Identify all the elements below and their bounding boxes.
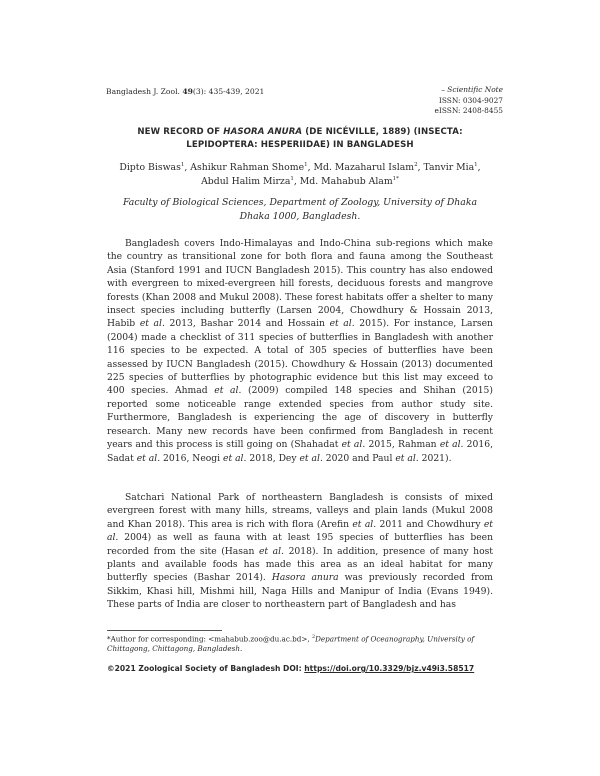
italic-run: et al.: [439, 439, 464, 451]
eissn: eISSN: 2408-8455: [434, 106, 503, 115]
text-run: 2004) as well as fauna with at least 195 species of butterflies has been recorded from the site (Hasan: [107, 532, 493, 557]
italic-run: et al.: [107, 518, 493, 544]
footnote-divider: [107, 630, 222, 631]
affiliation: Faculty of Biological Sciences, Department of Zoology, University of Dhaka Dhaka 1000, Bangladesh.: [122, 197, 478, 222]
journal-volume: 49: [182, 87, 193, 96]
author-list: Dipto Biswas$^1$, Ashikur Rahman Shome$^1$, Md. Mazaharul Islam$^2$, Tanvir Mia$^1$, Abdul Halim Mirza$^1$, Md. Mahabub Alam$^{1*}$: [119, 161, 481, 187]
title-part-2: (DE NICÉVILLE, 1889) (INSECTA: LEPIDOPTERA: HESPERIIDAE) IN BANGLADESH: [186, 127, 463, 150]
paper-title: [112, 126, 488, 151]
text-run: 2011 and Chowdhury: [376, 518, 484, 530]
italic-run: et al.: [258, 545, 284, 557]
text-run: 2016, Sadat: [107, 439, 493, 464]
footnote: [107, 632, 495, 654]
journal-info: [435, 85, 503, 117]
italic-run: et al.: [223, 452, 247, 464]
text-run: Bangladesh covers Indo-Himalayas and Indo-China sub-regions which make the country as transitional zone for both flora and fauna among the Southeast Asia (Stanford 1991 and IUCN Bangladesh 2015). This country has also endowed with evergreen to mixed-evergreen hill forests, deciduous forests and mangrove forests (Khan 2008 and Mukul 2008). These forest habitats offer a shelter to many insect species including butterfly (Larsen 2004, Chowdhury & Hossain 2013, Habib: [107, 238, 493, 330]
italic-run: et al.: [352, 518, 377, 530]
italic-run: et al.: [395, 452, 419, 464]
author-affiliation-sup: 2: [414, 161, 418, 168]
text-run: 2015, Rahman: [365, 439, 440, 451]
journal-issue-pages: (3): 435-439, 2021: [192, 87, 265, 96]
footnote-department: Department of Oceanography, University of Chittagong, Chittagong, Bangladesh.: [107, 634, 475, 654]
text-run: 2015). For instance, Larsen (2004) made a checklist of 311 species of butterflies in Bangladesh with another 116 species to be expected. A total of 305 species of butterflies have been assessed by IUCN Bangladesh (2015). Chowdhury & Hossain (2013) documented 225 species of butterflies by photographic evidence but this list may exceed to 400 species. Ahmad: [107, 318, 493, 397]
paragraph-text: [107, 237, 493, 465]
text-run: 2018). In addition, presence of many host plants and available foods has made this area as an ideal habitat for many butterfly species (Bashar 2014).: [107, 545, 494, 584]
paragraph-text: [107, 491, 493, 612]
note-type: – Scientific Note: [441, 85, 503, 94]
footnote-sup: 2: [311, 634, 316, 640]
text-run: 2018, Dey: [246, 452, 300, 464]
text-run: Satchari National Park of northeastern Bangladesh is consists of mixed evergreen forest with many hills, streams, valleys and plain lands (Mukul 2008 and Khan 2018). This area is rich with flora (Arefin: [107, 492, 493, 530]
title-part-1: NEW RECORD OF: [137, 127, 224, 137]
italic-run: et al.: [139, 318, 165, 330]
italic-run: et al.: [329, 318, 355, 330]
author-name: Md. Mahabub Alam: [299, 175, 393, 187]
italic-run: et al.: [299, 452, 323, 464]
italic-run: et al.: [214, 385, 242, 397]
author-affiliation-sup: 1: [180, 161, 185, 168]
doi-link[interactable]: https://doi.org/10.3329/bjz.v49i3.58517: [304, 664, 475, 673]
author-name: Md. Mazaharul Islam: [313, 162, 415, 173]
journal-prefix: Bangladesh J. Zool.: [106, 87, 183, 96]
author-name: Ashikur Rahman Shome: [190, 162, 305, 173]
italic-run: Hasora anura: [271, 572, 339, 584]
copyright-text: ©2021 Zoological Society of Bangladesh DOI:: [107, 664, 305, 673]
author-name: Tanvir Mia: [423, 162, 475, 173]
corresponding-author: *Author for corresponding: <mahabub.zoo@du.ac.bd>,: [107, 634, 312, 644]
italic-run: et al.: [136, 452, 161, 464]
text-run: was previously recorded from Sikkim, Khasi hill, Mishmi hill, Naga Hills and Manipur of India (Evans 1949). These parts of India are closer to northeastern part of Bangladesh and has: [107, 572, 493, 611]
author-affiliation-sup: 1: [290, 175, 294, 182]
text-run: 2020 and Paul: [322, 452, 396, 464]
italic-run: et al.: [341, 439, 366, 451]
copyright-line: [107, 664, 474, 673]
issn: ISSN: 0304-9027: [438, 95, 503, 105]
author-affiliation-sup: 1*: [392, 175, 399, 182]
body-paragraph-2: [107, 491, 493, 612]
title-species: HASORA ANURA: [223, 127, 303, 137]
journal-citation: [106, 87, 264, 96]
author-name: Abdul Halim Mirza: [201, 175, 291, 187]
body-paragraph-1: [107, 237, 493, 465]
author-affiliation-sup: 1: [304, 161, 308, 168]
author-name: Dipto Biswas: [119, 162, 181, 173]
text-run: 2016, Neogi: [160, 452, 224, 464]
text-run: (2009) compiled 148 species and Shihan (2015) reported some noticeable range extended species from author study site. Furthermore, Bangladesh is experiencing the age of discovery in butterfly research. Many new records have been confirmed from Bangladesh in recent years and this process is still going on (Shahadat: [107, 385, 493, 451]
text-run: 2021).: [418, 452, 452, 464]
text-run: 2013, Bashar 2014 and Hossain: [164, 318, 330, 330]
author-affiliation-sup: 1: [474, 161, 478, 168]
